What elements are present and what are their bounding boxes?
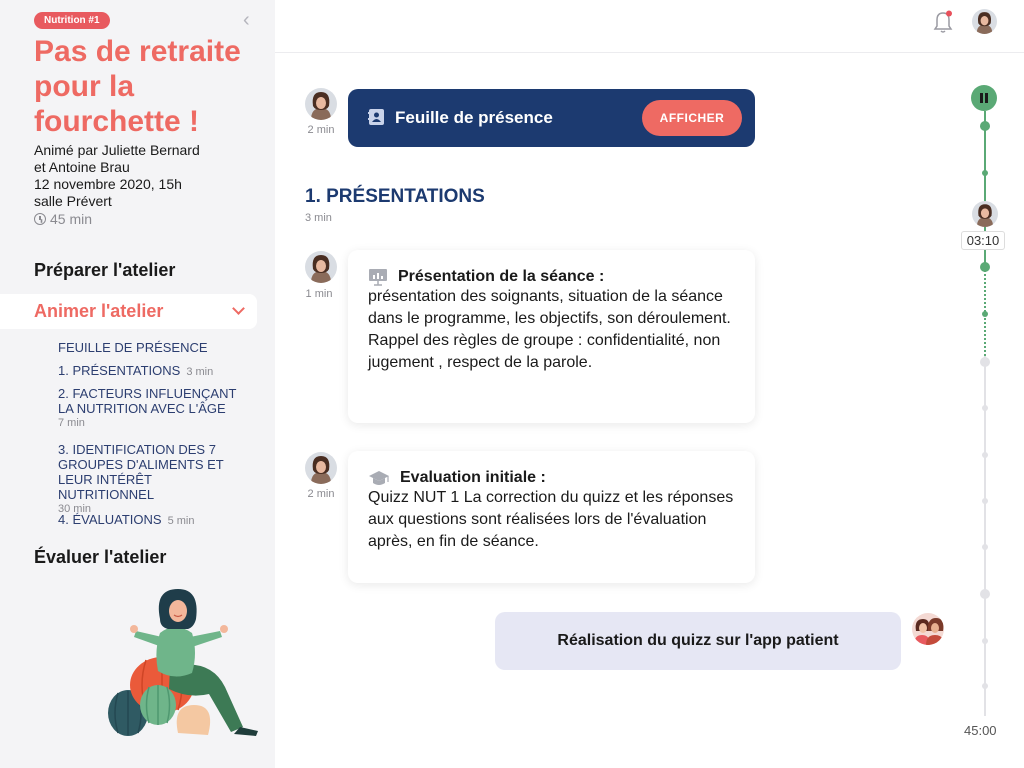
duration-text: 45 min (50, 211, 93, 227)
subitem-minutes: 30 min (58, 503, 92, 515)
bell-icon[interactable] (933, 10, 953, 34)
section-animate-label: Animer l'atelier (34, 301, 164, 321)
chevron-down-icon (232, 302, 245, 315)
timeline-node (980, 121, 990, 131)
host-avatar (305, 251, 337, 283)
contact-book-icon (368, 108, 385, 126)
timeline-node (982, 170, 988, 176)
subitem-label: 1. PRÉSENTATIONS (58, 363, 181, 378)
subitem-feuille[interactable] (58, 340, 258, 355)
host-avatar (305, 452, 337, 484)
subitem-label: 4. ÉVALUATIONS (58, 512, 162, 527)
step-card (348, 250, 755, 423)
host-avatar (305, 88, 337, 120)
subitem-identification[interactable] (58, 442, 248, 517)
clock-icon (34, 213, 46, 225)
subitem-minutes: 3 min (186, 366, 214, 378)
timeline-node (982, 452, 988, 458)
graduation-cap-icon (368, 469, 390, 487)
step-minutes: 2 min (307, 124, 335, 136)
host-avatar (972, 201, 998, 227)
meta-line: Animé par Juliette Bernard (34, 142, 200, 158)
meta-line: et Antoine Brau (34, 159, 130, 175)
subitem-minutes: 5 min (167, 515, 195, 527)
patients-avatar (912, 613, 944, 645)
step-minutes: 2 min (307, 488, 335, 500)
card-title: Evaluation initiale : (400, 469, 546, 486)
card-header (368, 268, 735, 286)
sidebar (0, 0, 275, 768)
section-animate[interactable] (0, 294, 257, 329)
card-body: présentation des soignants, situation de la séance dans le programme, les objectifs, son déroulement. Rappel des règles de groupe : confidentialité, non jugement , respect de la parole. (368, 288, 731, 371)
workshop-title: Pas de retraite pour la fourchette ! (34, 35, 241, 138)
patient-app-message: Réalisation du quizz sur l'app patient (495, 612, 901, 670)
subitem-evaluations[interactable] (58, 512, 258, 529)
card-body: Quizz NUT 1 La correction du quizz et les réponses aux questions sont réalisées lors de l'évaluation après, en fin de séance. (368, 489, 734, 550)
woman-pumpkin-illustration (100, 585, 270, 745)
meta-line: 12 novembre 2020, 15h (34, 176, 182, 192)
subitem-minutes: 7 min (58, 417, 85, 429)
subitem-label: FEUILLE DE PRÉSENCE (58, 340, 208, 355)
workshop-badge: Nutrition #1 (34, 12, 110, 29)
section-minutes: 3 min (305, 212, 332, 224)
banner-title: Feuille de présence (395, 108, 553, 127)
afficher-button[interactable]: AFFICHER (642, 100, 742, 136)
end-time: 45:00 (964, 723, 997, 738)
section-evaluate[interactable]: Évaluer l'atelier (34, 547, 167, 567)
timeline-node (982, 405, 988, 411)
timeline-node (980, 589, 990, 599)
subitem-presentations[interactable] (58, 363, 258, 380)
timeline-node (982, 311, 988, 317)
step-card (348, 451, 755, 583)
timeline-node (980, 262, 990, 272)
subitem-label: 2. FACTEURS INFLUENÇANT LA NUTRITION AVEC L'ÂGE (58, 386, 237, 416)
collapse-sidebar-icon[interactable]: ‹ (243, 9, 250, 31)
attendance-banner (348, 89, 755, 147)
current-time: 03:10 (961, 231, 1005, 250)
pause-button[interactable] (971, 85, 997, 111)
subitem-facteurs[interactable] (58, 386, 243, 431)
section-title: 1. PRÉSENTATIONS (305, 186, 485, 207)
timeline-node (982, 498, 988, 504)
timeline-node (982, 544, 988, 550)
timeline-node (982, 638, 988, 644)
topbar (275, 0, 1024, 53)
workshop-duration (34, 211, 92, 227)
card-header (368, 469, 735, 487)
timeline-node (980, 357, 990, 367)
user-avatar[interactable] (972, 9, 997, 34)
meta-line: salle Prévert (34, 193, 112, 209)
card-title: Présentation de la séance : (398, 268, 605, 285)
presentation-board-icon (368, 268, 388, 286)
timeline-node (982, 683, 988, 689)
workshop-meta (34, 142, 264, 210)
section-prepare[interactable]: Préparer l'atelier (34, 260, 176, 280)
subitem-label: 3. IDENTIFICATION DES 7 GROUPES D'ALIMENTS ET LEUR INTÉRÊT NUTRITIONNEL (58, 442, 224, 502)
step-minutes: 1 min (305, 288, 333, 300)
